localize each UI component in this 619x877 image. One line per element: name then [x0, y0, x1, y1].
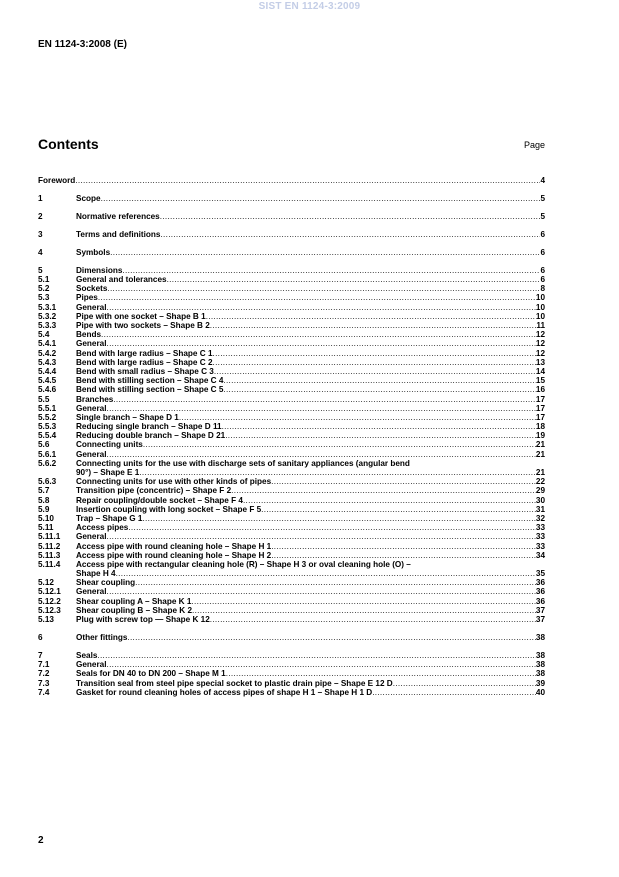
toc-entry-page: 21 [535, 440, 545, 450]
toc-entry-number: 5.4.1 [38, 339, 57, 349]
toc-entry-title: General [76, 660, 107, 670]
toc-entry-title: Foreword [38, 176, 76, 185]
toc-entry-number: 5.5.3 [38, 422, 57, 432]
toc-entry-page: 17 [535, 403, 545, 413]
toc-entry[interactable] [38, 679, 545, 688]
toc-entry-page: 38 [535, 651, 545, 661]
toc-entry-number: 5.3 [38, 293, 50, 303]
toc-entry-page: 36 [535, 587, 545, 597]
page-number: 2 [38, 835, 44, 846]
toc-entry[interactable] [38, 413, 545, 422]
toc-entry[interactable] [38, 248, 545, 257]
toc-entry[interactable] [38, 660, 545, 669]
toc-entry-title: Pipe with one socket – Shape B 1 [76, 311, 206, 321]
toc-entry-number: 3 [38, 229, 43, 239]
toc-entry-page: 12 [535, 348, 545, 358]
toc-entry-title: General [76, 587, 107, 597]
toc-entry-number: 5.1 [38, 275, 50, 285]
toc-entry[interactable] [38, 560, 545, 578]
toc-entry-title: Bend with large radius – Shape C 1 [76, 348, 213, 358]
watermark: SIST EN 1124-3:2009 [258, 1, 361, 12]
toc-entry-title: General [76, 302, 107, 312]
toc-entry-title: Gasket for round cleaning holes of access pipes of shape H 1 – Shape H 1 D [76, 687, 373, 697]
toc-entry[interactable] [38, 514, 545, 523]
toc-entry-title: Shear coupling [76, 578, 136, 588]
toc-entry-number: 5.5.1 [38, 403, 57, 413]
toc-entry-number: 5.8 [38, 495, 50, 505]
toc-entry[interactable] [38, 330, 545, 339]
toc-entry-title: Bend with small radius – Shape C 3 [76, 366, 214, 376]
toc-entry-page: 34 [535, 550, 545, 560]
toc-entry[interactable] [38, 542, 545, 551]
toc-entry-page: 18 [535, 422, 545, 432]
toc-entry-number: 5.11.4 [38, 559, 61, 569]
toc-entry-page: 38 [535, 660, 545, 670]
toc-entry-page: 33 [535, 541, 545, 551]
toc-entry-number: 5.11.2 [38, 541, 61, 551]
toc-entry[interactable] [38, 194, 545, 203]
toc-entry-number: 5.3.3 [38, 321, 57, 331]
table-of-contents [38, 176, 545, 697]
toc-entry-number: 5.2 [38, 284, 50, 294]
toc-entry[interactable] [38, 459, 545, 477]
toc-entry-page: 6 [540, 275, 545, 285]
toc-entry-number: 5.4.4 [38, 366, 57, 376]
toc-entry-page: 5 [540, 193, 545, 203]
toc-entry-page: 13 [535, 357, 545, 367]
toc-entry-title: Access pipe with round cleaning hole – Shape H 1 [76, 541, 272, 551]
toc-entry-page: 5 [540, 211, 545, 221]
toc-entry[interactable] [38, 688, 545, 697]
toc-entry-title: Bend with large radius – Shape C 2 [76, 357, 213, 367]
toc-entry-title: Shape H 4 [76, 569, 116, 579]
toc-entry-page: 10 [535, 302, 545, 312]
toc-entry-title: Pipe with two sockets – Shape B 2 [76, 321, 210, 331]
toc-entry[interactable] [38, 293, 545, 302]
toc-entry-number: 5.6.2 [38, 458, 57, 468]
toc-entry-page: 40 [535, 687, 545, 697]
toc-entry-number: 7.3 [38, 678, 50, 688]
toc-entry-number: 1 [38, 193, 43, 203]
toc-entry-page: 14 [535, 366, 545, 376]
toc-entry-title: Access pipe with round cleaning hole – Shape H 2 [76, 550, 272, 560]
toc-entry-number: 4 [38, 247, 43, 257]
toc-entry-title: General [76, 339, 107, 349]
toc-entry-title: Plug with screw top — Shape K 12 [76, 615, 210, 625]
toc-entry-page: 33 [535, 532, 545, 542]
toc-entry-title: Terms and definitions [76, 229, 161, 239]
toc-entry-page: 39 [535, 678, 545, 688]
toc-entry[interactable] [38, 505, 545, 514]
toc-entry-number: 5.11.3 [38, 550, 61, 560]
toc-entry-title: Bend with stilling section – Shape C 5 [76, 385, 224, 395]
toc-entry-number: 5.4.5 [38, 376, 57, 386]
toc-entry-title: Pipes [76, 293, 98, 303]
toc-entry-page: 6 [540, 247, 545, 257]
toc-entry-title: Seals for DN 40 to DN 200 – Shape M 1 [76, 669, 226, 679]
toc-entry-title: Transition seal from steel pipe special socket to plastic drain pipe – Shape E 12 D [76, 678, 393, 688]
toc-entry[interactable] [38, 606, 545, 615]
toc-entry-title: Shear coupling A – Shape K 1 [76, 596, 192, 606]
toc-entry-page: 10 [535, 311, 545, 321]
toc-entry-number: 5.12.3 [38, 605, 61, 615]
toc-entry-title: Repair coupling/double socket – Shape F 4 [76, 495, 243, 505]
toc-entry-page: 21 [535, 468, 545, 478]
toc-entry-number: 5.4.6 [38, 385, 57, 395]
toc-entry[interactable] [38, 669, 545, 678]
toc-entry[interactable] [38, 597, 545, 606]
toc-entry-title: Bend with stilling section – Shape C 4 [76, 376, 224, 386]
toc-entry[interactable] [38, 450, 545, 459]
toc-entry[interactable] [38, 339, 545, 348]
toc-entry-page: 12 [535, 330, 545, 340]
toc-entry[interactable] [38, 404, 545, 413]
toc-entry-title: Insertion coupling with long socket – Shape F 5 [76, 504, 262, 514]
toc-entry-number: 5.4.3 [38, 357, 57, 367]
toc-entry-number: 5.5.4 [38, 431, 57, 441]
toc-entry-title: General and tolerances [76, 275, 167, 285]
toc-entry-number: 5.6 [38, 440, 50, 450]
toc-entry-page: 15 [535, 376, 545, 386]
toc-entry-number: 6 [38, 633, 43, 643]
toc-entry[interactable] [38, 358, 545, 367]
toc-entry[interactable] [38, 321, 545, 330]
toc-entry-page: 33 [535, 523, 545, 533]
document-id: EN 1124-3:2008 (E) [38, 39, 127, 50]
toc-entry-title: Single branch – Shape D 1 [76, 412, 179, 422]
toc-entry-page: 4 [540, 176, 545, 185]
toc-entry-title: Other fittings [76, 633, 128, 643]
toc-entry-number: 2 [38, 211, 43, 221]
toc-entry-page: 6 [540, 265, 545, 275]
toc-entry[interactable] [38, 230, 545, 239]
toc-entry-page: 37 [535, 605, 545, 615]
toc-entry[interactable] [38, 532, 545, 541]
toc-entry-page: 8 [540, 284, 545, 294]
toc-entry-page: 17 [535, 412, 545, 422]
toc-entry[interactable] [38, 523, 545, 532]
toc-entry[interactable] [38, 395, 545, 404]
toc-entry-number: 5.5.2 [38, 412, 57, 422]
toc-entry[interactable] [38, 275, 545, 284]
toc-entry-number: 5.10 [38, 513, 54, 523]
toc-entry-number: 5.6.3 [38, 477, 57, 487]
toc-entry-title: Sockets [76, 284, 108, 294]
toc-entry-page: 36 [535, 578, 545, 588]
toc-entry-number: 5.4.2 [38, 348, 57, 358]
toc-entry-title: Scope [76, 193, 101, 203]
toc-entry[interactable] [38, 486, 545, 495]
toc-entry-page: 11 [536, 321, 545, 331]
toc-entry-page: 19 [535, 431, 545, 441]
toc-entry[interactable] [38, 376, 545, 385]
toc-entry-number: 5.11.1 [38, 532, 61, 542]
toc-entry[interactable] [38, 440, 545, 449]
toc-entry[interactable] [38, 615, 545, 624]
toc-entry-title: Branches [76, 394, 114, 404]
toc-entry-title: Reducing double branch – Shape D 21 [76, 431, 226, 441]
toc-entry-title: General [76, 449, 107, 459]
toc-entry-number: 5.3.2 [38, 311, 57, 321]
toc-entry[interactable] [38, 385, 545, 394]
toc-entry[interactable] [38, 303, 545, 312]
toc-entry-number: 5.3.1 [38, 302, 57, 312]
toc-entry-title: 90°) – Shape E 1 [76, 468, 140, 478]
toc-entry[interactable] [38, 266, 545, 275]
toc-entry[interactable] [38, 431, 545, 440]
toc-entry[interactable] [38, 633, 545, 642]
toc-entry-number: 5.5 [38, 394, 50, 404]
toc-entry-title: Seals [76, 651, 98, 661]
toc-entry-number: 5.4 [38, 330, 50, 340]
toc-entry-number: 5.12.1 [38, 587, 61, 597]
toc-entry-page: 6 [540, 229, 545, 239]
toc-entry-title: Reducing single branch – Shape D 11 [76, 422, 222, 432]
toc-entry-title: Connecting units for use with other kinds of pipes [76, 477, 272, 487]
toc-entry-title: General [76, 532, 107, 542]
contents-title: Contents [38, 136, 99, 152]
toc-entry-title: General [76, 403, 107, 413]
toc-entry-title: Bends [76, 330, 102, 340]
toc-entry-number: 5 [38, 265, 43, 275]
toc-entry[interactable] [38, 551, 545, 560]
toc-entry-number: 5.6.1 [38, 449, 57, 459]
toc-entry-number: 7 [38, 651, 43, 661]
toc-entry-page: 38 [535, 669, 545, 679]
toc-entry-page: 16 [535, 385, 545, 395]
toc-entry-page: 31 [535, 504, 545, 514]
toc-entry-page: 32 [535, 513, 545, 523]
toc-entry-number: 5.12.2 [38, 596, 61, 606]
toc-entry[interactable] [38, 496, 545, 505]
toc-entry-title: Access pipes [76, 523, 129, 533]
toc-entry-page: 38 [535, 633, 545, 643]
toc-entry[interactable] [38, 212, 545, 221]
page-column-label: Page [523, 140, 545, 150]
toc-entry-title: Shear coupling B – Shape K 2 [76, 605, 193, 615]
toc-entry-number: 5.11 [38, 523, 54, 533]
toc-entry-foreword[interactable] [38, 176, 545, 185]
toc-entry-title: Symbols [76, 247, 111, 257]
toc-entry-number: 5.7 [38, 486, 50, 496]
toc-entry-title: Transition pipe (concentric) – Shape F 2 [76, 486, 232, 496]
toc-entry-number: 7.2 [38, 669, 50, 679]
toc-entry[interactable] [38, 312, 545, 321]
toc-entry-page: 21 [535, 449, 545, 459]
toc-entry-number: 7.1 [38, 660, 50, 670]
toc-entry[interactable] [38, 284, 545, 293]
toc-entry-number: 5.9 [38, 504, 50, 514]
toc-entry-page: 35 [535, 569, 545, 579]
toc-entry-page: 22 [535, 477, 545, 487]
toc-entry-title: Trap – Shape G 1 [76, 513, 143, 523]
toc-entry-number: 5.12 [38, 578, 54, 588]
toc-entry-page: 17 [535, 394, 545, 404]
toc-entry-title-line1: Connecting units for the use with discharge sets of sanitary appliances (angular bend [76, 458, 410, 468]
toc-entry-title: Dimensions [76, 265, 123, 275]
toc-entry-page: 30 [535, 495, 545, 505]
toc-entry-number: 5.13 [38, 615, 54, 625]
toc-entry[interactable] [38, 349, 545, 358]
toc-entry-title: Normative references [76, 211, 160, 221]
toc-entry[interactable] [38, 422, 545, 431]
toc-entry-page: 29 [535, 486, 545, 496]
toc-entry[interactable] [38, 477, 545, 486]
toc-entry-page: 10 [535, 293, 545, 303]
toc-entry-title-line1: Access pipe with rectangular cleaning hole (R) – Shape H 3 or oval cleaning hole (O) – [76, 559, 411, 569]
toc-entry-title: Connecting units [76, 440, 143, 450]
toc-entry[interactable] [38, 367, 545, 376]
toc-entry-page: 12 [535, 339, 545, 349]
toc-entry[interactable] [38, 578, 545, 587]
toc-entry-page: 36 [535, 596, 545, 606]
toc-entry[interactable] [38, 587, 545, 596]
toc-entry-number: 7.4 [38, 687, 50, 697]
toc-entry-page: 37 [535, 615, 545, 625]
toc-entry[interactable] [38, 651, 545, 660]
